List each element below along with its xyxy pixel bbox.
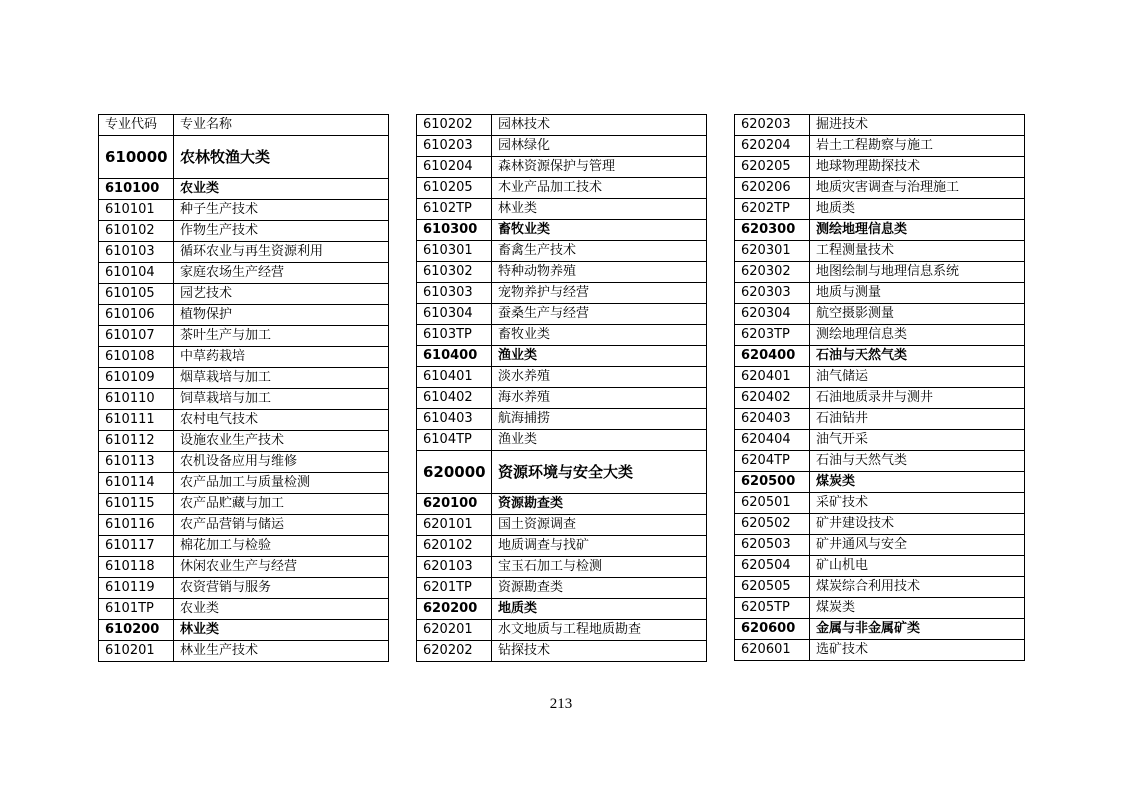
major-code-cell: 610101 bbox=[99, 200, 174, 221]
major-name-cell: 农业类 bbox=[174, 599, 389, 620]
major-name-cell: 地图绘制与地理信息系统 bbox=[810, 262, 1025, 283]
major-name-cell: 作物生产技术 bbox=[174, 221, 389, 242]
major-name-cell: 石油地质录井与测井 bbox=[810, 388, 1025, 409]
major-code-cell: 610115 bbox=[99, 494, 174, 515]
table-row bbox=[99, 620, 389, 641]
major-name-cell: 园林技术 bbox=[492, 115, 707, 136]
major-code-cell: 610118 bbox=[99, 557, 174, 578]
major-code-cell: 610201 bbox=[99, 641, 174, 662]
major-code-cell: 6101TP bbox=[99, 599, 174, 620]
major-code-cell: 6203TP bbox=[735, 325, 810, 346]
major-code-cell: 610108 bbox=[99, 347, 174, 368]
major-code-cell: 620501 bbox=[735, 493, 810, 514]
major-name-cell: 资源勘查类 bbox=[492, 494, 707, 515]
table-row bbox=[417, 325, 707, 346]
major-code-cell: 620402 bbox=[735, 388, 810, 409]
table-row bbox=[735, 514, 1025, 535]
major-name-cell: 烟草栽培与加工 bbox=[174, 368, 389, 389]
table-row bbox=[99, 347, 389, 368]
major-code-cell: 620403 bbox=[735, 409, 810, 430]
table-row bbox=[99, 115, 389, 136]
major-code-cell: 620102 bbox=[417, 536, 492, 557]
major-name-cell: 海水养殖 bbox=[492, 388, 707, 409]
major-code-cell: 610111 bbox=[99, 410, 174, 431]
major-code-cell: 620500 bbox=[735, 472, 810, 493]
major-name-cell: 钻探技术 bbox=[492, 641, 707, 662]
major-name-cell: 矿山机电 bbox=[810, 556, 1025, 577]
major-code-cell: 620504 bbox=[735, 556, 810, 577]
table-row bbox=[417, 199, 707, 220]
major-code-cell: 6104TP bbox=[417, 430, 492, 451]
major-code-cell: 610103 bbox=[99, 242, 174, 263]
major-code-cell: 6202TP bbox=[735, 199, 810, 220]
major-code-cell: 610107 bbox=[99, 326, 174, 347]
table-row bbox=[99, 242, 389, 263]
major-code-cell: 620100 bbox=[417, 494, 492, 515]
major-code-cell: 610400 bbox=[417, 346, 492, 367]
table-row bbox=[417, 388, 707, 409]
table-row bbox=[99, 221, 389, 242]
major-name-cell: 家庭农场生产经营 bbox=[174, 263, 389, 284]
table-row bbox=[99, 599, 389, 620]
major-code-cell: 620200 bbox=[417, 599, 492, 620]
major-name-cell: 农业类 bbox=[174, 179, 389, 200]
major-code-cell: 610117 bbox=[99, 536, 174, 557]
major-code-cell: 610119 bbox=[99, 578, 174, 599]
major-code-cell: 620301 bbox=[735, 241, 810, 262]
table-row bbox=[417, 115, 707, 136]
major-name-cell: 农产品贮藏与加工 bbox=[174, 494, 389, 515]
table-row bbox=[735, 451, 1025, 472]
major-name-cell: 渔业类 bbox=[492, 346, 707, 367]
table-row bbox=[99, 494, 389, 515]
major-name-cell: 农机设备应用与维修 bbox=[174, 452, 389, 473]
table-row bbox=[735, 346, 1025, 367]
table-row bbox=[99, 200, 389, 221]
table-row bbox=[735, 388, 1025, 409]
table-row bbox=[735, 598, 1025, 619]
table-row bbox=[735, 577, 1025, 598]
table-row bbox=[99, 136, 389, 179]
table-row bbox=[99, 305, 389, 326]
table-row bbox=[735, 430, 1025, 451]
major-name-cell: 石油钻井 bbox=[810, 409, 1025, 430]
major-name-cell: 地质类 bbox=[492, 599, 707, 620]
major-name-cell: 测绘地理信息类 bbox=[810, 220, 1025, 241]
major-code-cell: 610203 bbox=[417, 136, 492, 157]
major-code-cell: 6205TP bbox=[735, 598, 810, 619]
major-name-cell: 设施农业生产技术 bbox=[174, 431, 389, 452]
major-code-cell: 610302 bbox=[417, 262, 492, 283]
table-row bbox=[735, 283, 1025, 304]
table-row bbox=[99, 389, 389, 410]
major-code-cell: 620401 bbox=[735, 367, 810, 388]
major-code-cell: 610202 bbox=[417, 115, 492, 136]
major-code-cell: 620302 bbox=[735, 262, 810, 283]
table-row bbox=[417, 409, 707, 430]
major-name-cell: 农产品营销与储运 bbox=[174, 515, 389, 536]
major-name-cell: 循环农业与再生资源利用 bbox=[174, 242, 389, 263]
major-name-cell: 采矿技术 bbox=[810, 493, 1025, 514]
major-name-cell: 农产品加工与质量检测 bbox=[174, 473, 389, 494]
major-code-cell: 620601 bbox=[735, 640, 810, 661]
major-code-cell: 610205 bbox=[417, 178, 492, 199]
table-row bbox=[417, 430, 707, 451]
major-table-column-2 bbox=[416, 114, 707, 662]
table-row bbox=[735, 220, 1025, 241]
table-row bbox=[735, 199, 1025, 220]
table-row bbox=[99, 557, 389, 578]
major-name-cell: 资源环境与安全大类 bbox=[492, 451, 707, 494]
table-row bbox=[735, 304, 1025, 325]
major-name-cell: 茶叶生产与加工 bbox=[174, 326, 389, 347]
major-name-cell: 林业类 bbox=[174, 620, 389, 641]
table-row bbox=[735, 115, 1025, 136]
table-row bbox=[99, 179, 389, 200]
table-row bbox=[99, 452, 389, 473]
major-name-cell: 金属与非金属矿类 bbox=[810, 619, 1025, 640]
table-row bbox=[417, 220, 707, 241]
table-row bbox=[417, 136, 707, 157]
major-code-cell: 620503 bbox=[735, 535, 810, 556]
table-row bbox=[735, 136, 1025, 157]
table-row bbox=[735, 493, 1025, 514]
major-code-cell: 620303 bbox=[735, 283, 810, 304]
major-code-cell: 610304 bbox=[417, 304, 492, 325]
major-name-cell: 农资营销与服务 bbox=[174, 578, 389, 599]
major-code-cell: 610200 bbox=[99, 620, 174, 641]
major-name-cell: 林业类 bbox=[492, 199, 707, 220]
major-name-cell: 测绘地理信息类 bbox=[810, 325, 1025, 346]
table-row bbox=[735, 535, 1025, 556]
table-row bbox=[417, 304, 707, 325]
table-row bbox=[99, 536, 389, 557]
major-code-cell: 610105 bbox=[99, 284, 174, 305]
major-name-cell: 矿井建设技术 bbox=[810, 514, 1025, 535]
major-name-cell: 园林绿化 bbox=[492, 136, 707, 157]
major-name-cell: 煤炭类 bbox=[810, 472, 1025, 493]
table-row bbox=[99, 473, 389, 494]
table-row bbox=[417, 536, 707, 557]
table-row bbox=[735, 241, 1025, 262]
table-row bbox=[417, 157, 707, 178]
major-name-cell: 森林资源保护与管理 bbox=[492, 157, 707, 178]
major-name-cell: 工程测量技术 bbox=[810, 241, 1025, 262]
major-table-column-1 bbox=[98, 114, 389, 662]
major-code-cell: 620202 bbox=[417, 641, 492, 662]
major-code-cell: 620000 bbox=[417, 451, 492, 494]
major-name-cell: 石油与天然气类 bbox=[810, 451, 1025, 472]
table-row bbox=[417, 557, 707, 578]
major-name-cell: 地质调查与找矿 bbox=[492, 536, 707, 557]
major-code-cell: 620204 bbox=[735, 136, 810, 157]
major-code-cell: 610109 bbox=[99, 368, 174, 389]
major-name-cell: 中草药栽培 bbox=[174, 347, 389, 368]
major-name-cell: 国土资源调查 bbox=[492, 515, 707, 536]
table-row bbox=[735, 178, 1025, 199]
table-row bbox=[417, 578, 707, 599]
major-code-cell: 610114 bbox=[99, 473, 174, 494]
major-code-cell: 610401 bbox=[417, 367, 492, 388]
major-code-cell: 620300 bbox=[735, 220, 810, 241]
table-row bbox=[735, 556, 1025, 577]
major-name-cell: 农村电气技术 bbox=[174, 410, 389, 431]
major-name-cell: 畜禽生产技术 bbox=[492, 241, 707, 262]
major-name-cell: 林业生产技术 bbox=[174, 641, 389, 662]
table-row bbox=[99, 263, 389, 284]
table-row bbox=[417, 494, 707, 515]
major-code-cell: 620304 bbox=[735, 304, 810, 325]
major-name-cell: 宠物养护与经营 bbox=[492, 283, 707, 304]
table-row bbox=[417, 178, 707, 199]
major-name-cell: 饲草栽培与加工 bbox=[174, 389, 389, 410]
table-row bbox=[735, 472, 1025, 493]
major-code-cell: 610301 bbox=[417, 241, 492, 262]
major-code-cell: 610000 bbox=[99, 136, 174, 179]
table-row bbox=[99, 368, 389, 389]
table-row bbox=[99, 326, 389, 347]
table-row bbox=[99, 515, 389, 536]
major-name-cell: 矿井通风与安全 bbox=[810, 535, 1025, 556]
table-row bbox=[417, 262, 707, 283]
table-row bbox=[417, 283, 707, 304]
major-name-cell: 石油与天然气类 bbox=[810, 346, 1025, 367]
major-code-cell: 610116 bbox=[99, 515, 174, 536]
major-code-cell: 6102TP bbox=[417, 199, 492, 220]
major-code-cell: 620505 bbox=[735, 577, 810, 598]
major-code-cell: 610104 bbox=[99, 263, 174, 284]
table-row bbox=[735, 157, 1025, 178]
major-name-cell: 种子生产技术 bbox=[174, 200, 389, 221]
major-name-cell: 休闲农业生产与经营 bbox=[174, 557, 389, 578]
major-name-cell: 煤炭综合利用技术 bbox=[810, 577, 1025, 598]
major-name-cell: 地质与测量 bbox=[810, 283, 1025, 304]
major-name-cell: 地质灾害调查与治理施工 bbox=[810, 178, 1025, 199]
table-row bbox=[99, 431, 389, 452]
major-code-cell: 610300 bbox=[417, 220, 492, 241]
major-name-cell: 地质类 bbox=[810, 199, 1025, 220]
major-code-cell: 610100 bbox=[99, 179, 174, 200]
table-row bbox=[417, 346, 707, 367]
major-table-column-3 bbox=[734, 114, 1025, 661]
table-row bbox=[417, 241, 707, 262]
major-name-cell: 植物保护 bbox=[174, 305, 389, 326]
major-code-cell: 610403 bbox=[417, 409, 492, 430]
major-name-cell: 宝玉石加工与检测 bbox=[492, 557, 707, 578]
major-name-cell: 农林牧渔大类 bbox=[174, 136, 389, 179]
major-name-cell: 棉花加工与检验 bbox=[174, 536, 389, 557]
major-name-cell: 木业产品加工技术 bbox=[492, 178, 707, 199]
major-code-cell: 6201TP bbox=[417, 578, 492, 599]
table-row bbox=[99, 641, 389, 662]
table-row bbox=[417, 620, 707, 641]
major-name-cell: 地球物理勘探技术 bbox=[810, 157, 1025, 178]
major-name-cell: 畜牧业类 bbox=[492, 325, 707, 346]
table-row bbox=[417, 599, 707, 620]
table-row bbox=[99, 284, 389, 305]
table-row bbox=[735, 409, 1025, 430]
major-code-cell: 6103TP bbox=[417, 325, 492, 346]
major-name-cell: 蚕桑生产与经营 bbox=[492, 304, 707, 325]
major-code-cell: 620201 bbox=[417, 620, 492, 641]
table-row bbox=[417, 367, 707, 388]
major-name-cell: 特种动物养殖 bbox=[492, 262, 707, 283]
major-code-cell: 620103 bbox=[417, 557, 492, 578]
major-name-cell: 油气储运 bbox=[810, 367, 1025, 388]
table-row bbox=[735, 619, 1025, 640]
table-row bbox=[417, 515, 707, 536]
major-code-cell: 610204 bbox=[417, 157, 492, 178]
major-name-cell: 油气开采 bbox=[810, 430, 1025, 451]
table-row bbox=[735, 367, 1025, 388]
major-name-cell: 岩土工程勘察与施工 bbox=[810, 136, 1025, 157]
major-name-cell: 园艺技术 bbox=[174, 284, 389, 305]
major-code-cell: 620404 bbox=[735, 430, 810, 451]
major-name-cell: 掘进技术 bbox=[810, 115, 1025, 136]
table-row bbox=[417, 641, 707, 662]
major-code-cell: 620502 bbox=[735, 514, 810, 535]
major-code-cell: 620600 bbox=[735, 619, 810, 640]
major-code-cell: 6204TP bbox=[735, 451, 810, 472]
major-name-cell: 选矿技术 bbox=[810, 640, 1025, 661]
table-row bbox=[99, 578, 389, 599]
table-row bbox=[417, 451, 707, 494]
major-code-cell: 610112 bbox=[99, 431, 174, 452]
major-name-cell: 煤炭类 bbox=[810, 598, 1025, 619]
major-name-cell: 淡水养殖 bbox=[492, 367, 707, 388]
major-name-cell: 资源勘查类 bbox=[492, 578, 707, 599]
major-code-cell: 610303 bbox=[417, 283, 492, 304]
major-code-cell: 610110 bbox=[99, 389, 174, 410]
table-row bbox=[735, 325, 1025, 346]
table-row bbox=[735, 640, 1025, 661]
table-row bbox=[735, 262, 1025, 283]
major-name-cell: 航空摄影测量 bbox=[810, 304, 1025, 325]
major-code-cell: 610102 bbox=[99, 221, 174, 242]
major-name-cell: 畜牧业类 bbox=[492, 220, 707, 241]
major-code-cell: 620206 bbox=[735, 178, 810, 199]
table-row bbox=[99, 410, 389, 431]
major-name-cell: 专业名称 bbox=[174, 115, 389, 136]
page-number: 213 bbox=[549, 696, 573, 712]
major-code-cell: 620101 bbox=[417, 515, 492, 536]
major-code-cell: 620400 bbox=[735, 346, 810, 367]
major-code-cell: 专业代码 bbox=[99, 115, 174, 136]
major-name-cell: 航海捕捞 bbox=[492, 409, 707, 430]
major-code-cell: 620205 bbox=[735, 157, 810, 178]
major-name-cell: 渔业类 bbox=[492, 430, 707, 451]
major-code-cell: 610113 bbox=[99, 452, 174, 473]
major-name-cell: 水文地质与工程地质勘查 bbox=[492, 620, 707, 641]
major-code-cell: 610402 bbox=[417, 388, 492, 409]
major-code-cell: 620203 bbox=[735, 115, 810, 136]
major-code-cell: 610106 bbox=[99, 305, 174, 326]
